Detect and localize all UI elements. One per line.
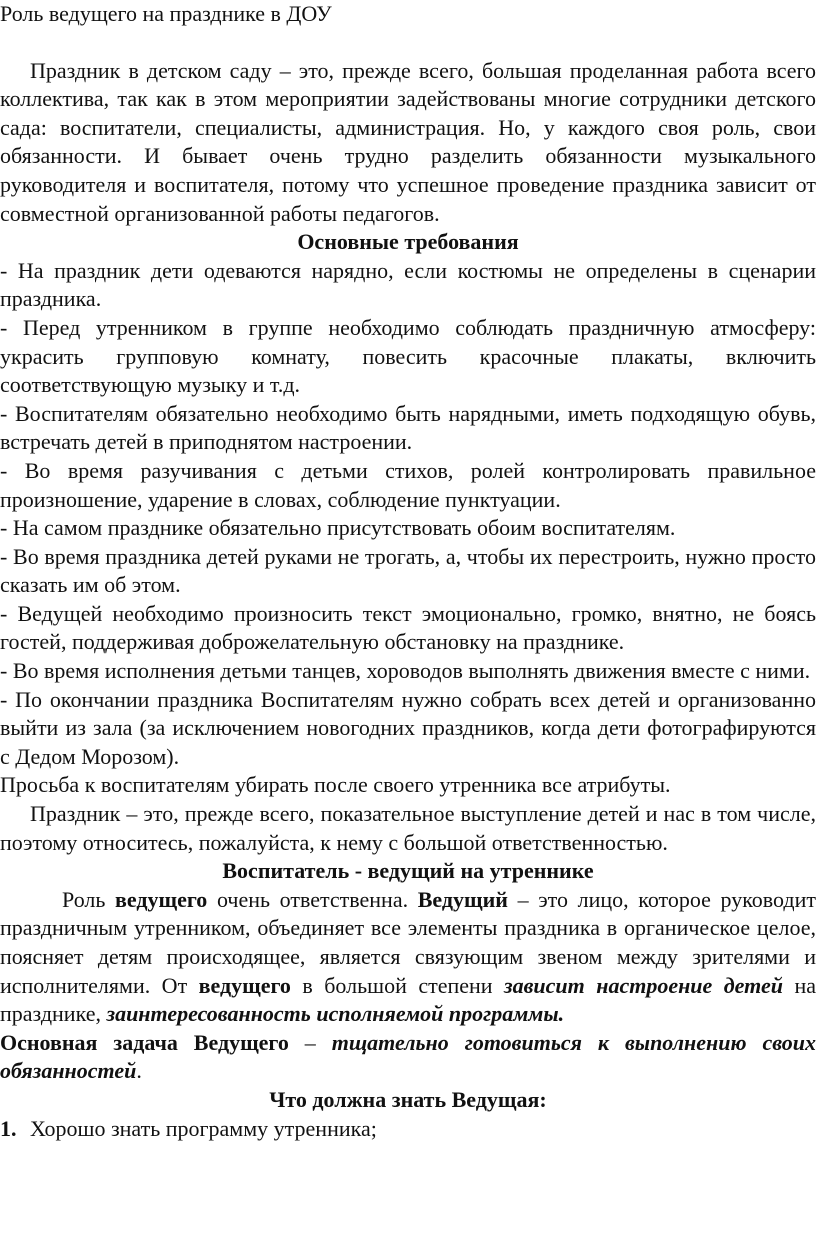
main-task-label: Основная задача Ведущего (0, 1029, 289, 1055)
role-bold-term: ведущего (198, 972, 291, 998)
role-text: на празднике, (0, 972, 816, 1027)
role-bold-term: ведущего (115, 886, 208, 912)
list-item-text: Хорошо знать программу утренника; (30, 1115, 377, 1141)
role-emphasis: заинтересованность исполняемой программы. (106, 1001, 565, 1027)
role-paragraph (0, 886, 816, 1029)
list-item (0, 1115, 816, 1144)
requirement-item: - На праздник дети одеваются нарядно, если костюмы не определены в сценарии праздника. (0, 257, 816, 312)
requirement-item: - Во время исполнения детьми танцев, хороводов выполнять движения вместе с ними. (0, 658, 811, 684)
requirement-item: - Перед утренником в группе необходимо соблюдать праздничную атмосферу: украсить групповую комнату, повесить красочные плакаты, включить соответствующую музыку и т.д. (0, 314, 816, 398)
requirement-item: - Во время праздника детей руками не трогать, а, чтобы их перестроить, нужно просто сказать им об этом. (0, 543, 816, 598)
role-text: в большой степени (290, 972, 505, 998)
main-task-dash: – (288, 1029, 332, 1055)
main-task-text: тщательно готовиться к выполнению своих обязанностей (0, 1029, 816, 1084)
requirement-item: - Ведущей необходимо произносить текст эмоционально, громко, внятно, не боясь гостей, поддерживая доброжелательную обстановку на празднике. (0, 600, 816, 655)
requirement-item: - Во время разучивания с детьми стихов, ролей контролировать правильное произношение, ударение в словах, соблюдение пунктуации. (0, 457, 816, 512)
role-bold-term: Ведущий (417, 886, 508, 912)
role-emphasis: зависит настроение детей (504, 972, 783, 998)
intro-paragraph: Праздник в детском саду – это, прежде всего, большая проделанная работа всего коллектива, так как в этом мероприятии задействованы многие сотрудники детского сада: воспитатели, специалисты, администрация. Но, у каждого своя роль, свои обязанности. И бывает очень трудно разделить обязанности музыкального руководителя и воспитателя, потому что успешное проведение праздника зависит от совместной организованной работы педагогов. (0, 57, 816, 226)
main-task-paragraph (0, 1029, 816, 1086)
section-heading-requirements: Основные требования (297, 229, 519, 255)
holiday-note: Праздник – это, прежде всего, показательное выступление детей и нас в том числе, поэтому относитесь, пожалуйста, к нему с большой ответственностью. (0, 801, 816, 855)
document-title: Роль ведущего на празднике в ДОУ (0, 1, 332, 26)
requirement-item: - Воспитателям обязательно необходимо быть нарядными, иметь подходящую обувь, встречать детей в приподнятом настроении. (0, 400, 816, 455)
list-item-number: 1. (0, 1115, 17, 1141)
section-heading-host: Воспитатель - ведущий на утреннике (222, 858, 594, 884)
role-text: – это лицо, которое руководит праздничным утренником, объединяет все элементы праздника в органическое целое, поясняет детям происходящее, является связующим звеном между зрителями и исполнителями. От (0, 886, 816, 998)
requirement-item: - По окончании праздника Воспитателям нужно собрать всех детей и организованно выйти из зала (за исключением новогодних праздников, когда дети фотографируются с Дедом Морозом). (0, 686, 816, 769)
requirement-item: - На самом празднике обязательно присутствовать обоим воспитателям. (0, 515, 676, 541)
role-text: Роль (62, 886, 116, 912)
main-task-end: . (136, 1058, 142, 1084)
section-heading-knowledge: Что должна знать Ведущая: (269, 1086, 547, 1112)
request-line: Просьба к воспитателям убирать после своего утренника все атрибуты. (0, 772, 671, 798)
role-text: очень ответственна. (207, 886, 418, 912)
